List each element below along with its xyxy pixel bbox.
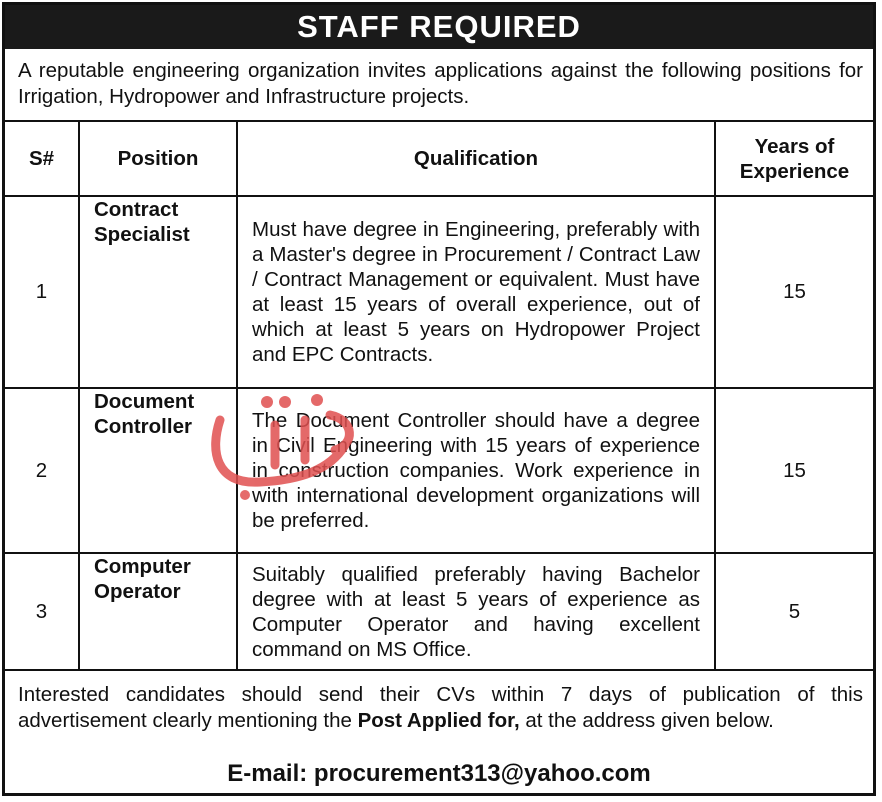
title-bar xyxy=(5,5,873,49)
footer-text-before: Interested candidates should send their CVs within 7 days of publication of this advertisement clearly mentioning the xyxy=(18,683,863,732)
row-2-position xyxy=(80,389,236,552)
row-1-qualification xyxy=(238,197,714,387)
intro-paragraph: A reputable engineering organization invites applications against the following positions for Irrigation, Hydropower and Infrastructure projects. xyxy=(18,59,863,108)
footer-text-after: at the address given below. xyxy=(519,709,774,732)
header-experience-line2: Experience xyxy=(739,159,850,183)
footer-paragraph xyxy=(18,682,863,734)
page-title: STAFF REQUIRED xyxy=(297,9,581,44)
row-2-position-line2: Controller xyxy=(94,415,192,438)
header-position: Position xyxy=(117,147,199,170)
row-2-qualification-text: The Document Controller should have a degree in Civil Engineering with 15 years of experience in construction companies. Work experience in with international development organizations will be preferred. xyxy=(252,409,700,532)
row-3-position-line1: Computer xyxy=(94,555,191,578)
row-3-position xyxy=(80,554,236,669)
row-1-qualification-text: Must have degree in Engineering, preferably with a Master's degree in Procurement / Contract Law / Contract Management or equivalent. Must have at least 15 years of overall experience, out of which at least 5 years on Hydropower Project and EPC Contracts. xyxy=(252,218,700,366)
header-sn: S# xyxy=(28,147,55,170)
row-2-years: 15 xyxy=(783,458,806,482)
row-1-position xyxy=(80,197,236,387)
advertisement-frame xyxy=(2,2,876,796)
row-3-sn: 3 xyxy=(35,599,48,623)
row-3-years: 5 xyxy=(788,599,801,623)
row-3-position-line2: Operator xyxy=(94,580,181,603)
row-1-sn: 1 xyxy=(35,280,48,303)
header-experience-line1: Years of xyxy=(754,134,835,158)
email-line: E-mail: procurement313@yahoo.com xyxy=(227,760,651,787)
row-2-sn: 2 xyxy=(35,458,48,482)
row-1-years: 15 xyxy=(783,280,806,303)
footer-bold-text: Post Applied for, xyxy=(357,709,520,732)
row-3-qualification xyxy=(238,554,714,669)
header-experience xyxy=(716,122,873,195)
header-qualification: Qualification xyxy=(413,147,539,170)
row-3-qualification-text: Suitably qualified preferably having Bachelor degree with at least 5 years of experience as Computer Operator and having excellent command on MS Office. xyxy=(252,562,700,661)
row-2-position-line1: Document xyxy=(94,390,195,413)
row-1-position-line2: Specialist xyxy=(94,223,190,246)
table-bottom-border xyxy=(5,669,873,671)
row-2-qualification xyxy=(238,389,714,552)
row-1-position-line1: Contract xyxy=(94,198,179,221)
